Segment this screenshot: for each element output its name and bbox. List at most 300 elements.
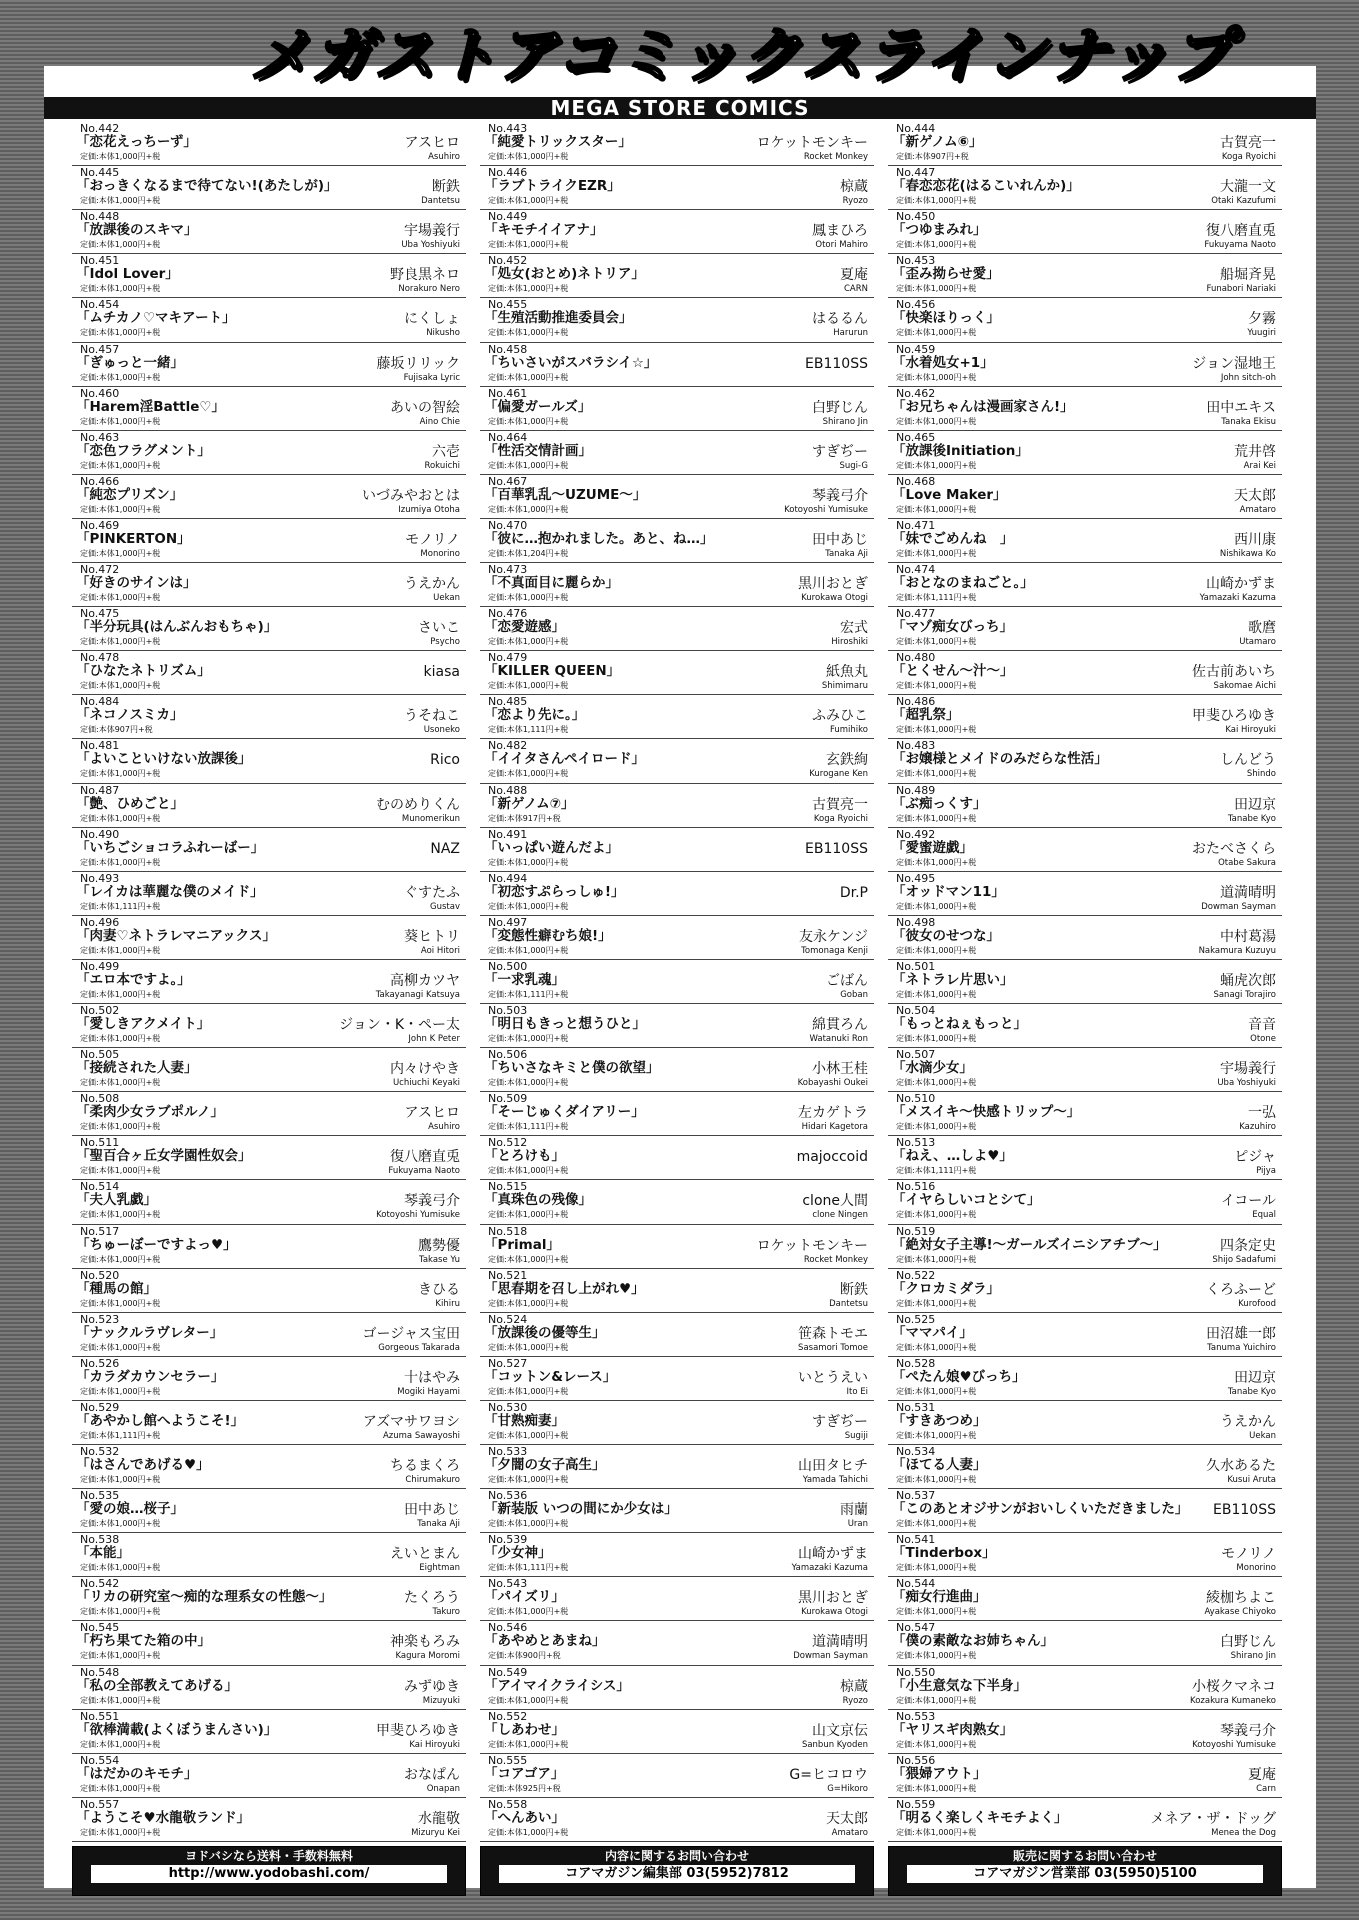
- entry-number: No.447: [896, 166, 936, 180]
- entry-number: No.547: [896, 1621, 936, 1635]
- entry-title: 「はだかのキモチ」: [76, 1765, 198, 1782]
- entry-title: 「オッドマン11」: [892, 883, 1005, 900]
- entry-title: 「愛蜜遊戯」: [892, 839, 973, 856]
- entry-price: 定価:本体1,000円+税: [80, 945, 161, 955]
- entry-author-romaji: Kurokawa Otogi: [801, 1607, 868, 1618]
- entry-number: No.466: [80, 474, 120, 488]
- entry-title: 「いちごショコラふれーばー」: [76, 839, 265, 856]
- entry-number: No.454: [80, 298, 120, 312]
- entry-author-romaji: CARN: [843, 284, 868, 295]
- sales-phone: コアマガジン営業部 03(5950)5100: [907, 1865, 1263, 1883]
- entry-price: 定価:本体1,000円+税: [896, 1430, 977, 1440]
- list-item: [72, 563, 466, 607]
- entry-price: 定価:本体1,000円+税: [896, 1122, 977, 1132]
- entry-title: 「偏愛ガールズ」: [484, 398, 592, 415]
- entry-author: 琴義弓介: [404, 1193, 460, 1210]
- entry-price: 定価:本体1,111円+税: [488, 1122, 569, 1132]
- entry-price: 定価:本体1,000円+税: [80, 1607, 161, 1617]
- list-item: [480, 1004, 874, 1048]
- entry-author: おなぱん: [404, 1766, 460, 1783]
- entry-author-romaji: Amataro: [831, 1827, 868, 1838]
- entry-number: No.529: [80, 1400, 120, 1414]
- list-item: [72, 1798, 466, 1842]
- entry-number: No.493: [80, 871, 120, 885]
- entry-author-romaji: Arai Kei: [1243, 460, 1276, 471]
- entry-author-romaji: Psycho: [430, 637, 460, 648]
- entry-author: 蛹虎次郎: [1220, 972, 1276, 989]
- entry-number: No.528: [896, 1356, 936, 1370]
- entry-title: 「ほてる人妻」: [892, 1457, 987, 1474]
- entry-author: 田中あじ: [812, 531, 868, 548]
- entry-author-romaji: Sakomae Aichi: [1213, 681, 1276, 692]
- list-item: [72, 651, 466, 695]
- entry-price: 定価:本体1,111円+税: [488, 989, 569, 999]
- entry-number: No.492: [896, 827, 936, 841]
- entry-author-romaji: Mogiki Hayami: [397, 1386, 460, 1397]
- entry-author: 西川康: [1234, 531, 1276, 548]
- list-item: [72, 1357, 466, 1401]
- list-item: [888, 1048, 1282, 1092]
- entry-price: 定価:本体1,000円+税: [896, 1210, 977, 1220]
- list-item: [480, 343, 874, 387]
- list-item: [72, 1225, 466, 1269]
- entry-title: 「本能」: [76, 1545, 130, 1562]
- entry-title: 「好きのサインは」: [76, 575, 197, 592]
- list-item: [72, 1489, 466, 1533]
- entry-number: No.552: [488, 1709, 528, 1723]
- entry-price: 定価:本体1,000円+税: [896, 548, 977, 558]
- entry-author: 椋蔵: [840, 1678, 868, 1695]
- entry-number: No.550: [896, 1665, 936, 1679]
- entry-author-romaji: Monorino: [1236, 1563, 1276, 1574]
- entry-price: 定価:本体1,000円+税: [80, 504, 161, 514]
- entry-author-romaji: Goban: [840, 989, 868, 1000]
- entry-number: No.459: [896, 342, 936, 356]
- entry-author-romaji: Uba Yoshiyuki: [1217, 1078, 1276, 1089]
- list-item: [480, 1754, 874, 1798]
- entry-price: 定価:本体1,000円+税: [80, 1739, 161, 1749]
- entry-author-romaji: Usoneko: [423, 725, 460, 736]
- entry-title: 「放課後の優等生」: [484, 1324, 606, 1341]
- list-item: [888, 651, 1282, 695]
- entry-price: 定価:本体1,000円+税: [896, 989, 977, 999]
- entry-author: すぎぢー: [812, 443, 868, 460]
- entry-title: 「猥婦アウト」: [892, 1765, 987, 1782]
- entry-price: 定価:本体1,204円+税: [488, 548, 569, 558]
- entry-author: アスヒロ: [404, 1105, 460, 1122]
- entry-number: No.477: [896, 607, 936, 621]
- entry-author: 山文京伝: [812, 1722, 868, 1739]
- entry-author: ぐすたふ: [404, 884, 460, 901]
- list-item: [72, 1180, 466, 1224]
- list-item: [888, 960, 1282, 1004]
- entry-author-romaji: Tanaka Aji: [825, 548, 868, 559]
- entry-title: 「そーじゅくダイアリー」: [484, 1104, 645, 1121]
- entry-author-romaji: Ayakase Chiyoko: [1204, 1607, 1276, 1618]
- list-item: [888, 210, 1282, 254]
- list-item: [72, 1577, 466, 1621]
- entry-title: 「彼女のせつな」: [892, 927, 1000, 944]
- entry-price: 定価:本体1,000円+税: [896, 901, 977, 911]
- list-item: [888, 1092, 1282, 1136]
- entry-number: No.538: [80, 1533, 120, 1547]
- entry-price: 定価:本体1,000円+税: [896, 1475, 977, 1485]
- entry-price: 定価:本体1,000円+税: [488, 284, 569, 294]
- entry-price: 定価:本体1,000円+税: [80, 681, 161, 691]
- entry-author-romaji: clone Ningen: [812, 1210, 868, 1221]
- entry-number: No.543: [488, 1577, 528, 1591]
- entry-title: 「新ゲノム⑦」: [484, 795, 575, 812]
- entry-price: 定価:本体1,000円+税: [896, 1695, 977, 1705]
- entry-price: 定価:本体925円+税: [488, 1783, 561, 1793]
- entry-number: No.516: [896, 1180, 936, 1194]
- footer-yodobashi: [72, 1846, 466, 1896]
- entry-price: 定価:本体1,000円+税: [488, 681, 569, 691]
- comics-list: [72, 122, 1282, 1842]
- list-item: [480, 1666, 874, 1710]
- entry-title: 「あやめとあまね」: [484, 1633, 606, 1650]
- entry-title: 「肉妻♡ネトラレマニアックス」: [76, 927, 277, 944]
- entry-author: 琴義弓介: [1220, 1722, 1276, 1739]
- list-item: [480, 563, 874, 607]
- list-item: [480, 960, 874, 1004]
- entry-price: 定価:本体1,000円+税: [896, 681, 977, 691]
- entry-number: No.495: [896, 871, 936, 885]
- entry-author-romaji: Kazuhiro: [1239, 1122, 1276, 1133]
- entry-price: 定価:本体1,000円+税: [488, 1695, 569, 1705]
- entry-author-romaji: Utamaro: [1239, 637, 1276, 648]
- entry-price: 定価:本体1,000円+税: [896, 1651, 977, 1661]
- entry-price: 定価:本体1,000円+税: [80, 1078, 161, 1088]
- list-item: [480, 1710, 874, 1754]
- entry-price: 定価:本体1,000円+税: [488, 1827, 569, 1837]
- entry-price: 定価:本体1,111円+税: [80, 901, 161, 911]
- entry-title: 「処女(おとめ)ネトリア」: [484, 266, 645, 283]
- entry-author: EB110SS: [805, 840, 868, 857]
- entry-price: 定価:本体900円+税: [488, 1651, 561, 1661]
- entry-author: 野良黒ネロ: [390, 267, 460, 284]
- entry-number: No.467: [488, 474, 528, 488]
- entry-number: No.508: [80, 1092, 120, 1106]
- entry-title: 「快楽ほりっく」: [892, 310, 1000, 327]
- entry-price: 定価:本体907円+税: [80, 725, 153, 735]
- entry-title: 「ぺたん娘♥びっち」: [892, 1368, 1026, 1385]
- list-item: [888, 1489, 1282, 1533]
- entry-author: しんどう: [1220, 752, 1276, 769]
- entry-author: 宏式: [840, 620, 868, 637]
- entry-number: No.546: [488, 1621, 528, 1635]
- entry-title: 「ちいさいがスバラシイ☆」: [484, 354, 658, 371]
- entry-number: No.515: [488, 1180, 528, 1194]
- entry-number: No.524: [488, 1312, 528, 1326]
- list-item: [888, 1225, 1282, 1269]
- entry-author-romaji: Fukuyama Naoto: [388, 1166, 460, 1177]
- entry-title: 「しあわせ」: [484, 1721, 565, 1738]
- entry-price: 定価:本体917円+税: [488, 813, 561, 823]
- entry-author-romaji: Uba Yoshiyuki: [401, 240, 460, 251]
- entry-number: No.479: [488, 651, 528, 665]
- list-item: [888, 298, 1282, 342]
- entry-author-romaji: Funabori Nariaki: [1206, 284, 1276, 295]
- entry-title: 「コアゴア」: [484, 1765, 565, 1782]
- entry-author: 六壱: [432, 443, 460, 460]
- entry-author-romaji: Yamazaki Kazuma: [791, 1563, 868, 1574]
- entry-author-romaji: Azuma Sawayoshi: [382, 1430, 460, 1441]
- entry-author-romaji: Takase Yu: [419, 1254, 460, 1265]
- list-item: [480, 1401, 874, 1445]
- entry-title: 「愛しきアクメイト」: [76, 1016, 211, 1033]
- entry-author: メネア・ザ・ドッグ: [1150, 1810, 1276, 1827]
- entry-price: 定価:本体1,111円+税: [488, 725, 569, 735]
- entry-author: 綿貫ろん: [812, 1017, 868, 1034]
- entry-price: 定価:本体1,000円+税: [80, 857, 161, 867]
- entry-title: 「僕の素敵なお姉ちゃん」: [892, 1633, 1054, 1650]
- entry-title: 「とくせん～汁～」: [892, 663, 1014, 680]
- entry-author-romaji: Munomerikun: [401, 813, 460, 824]
- entry-number: No.533: [488, 1445, 528, 1459]
- entry-number: No.491: [488, 827, 528, 841]
- entry-author-romaji: Kurogane Ken: [809, 769, 868, 780]
- entry-title: 「百華乳乱～UZUME～」: [484, 486, 647, 503]
- entry-author: 宇場義行: [404, 223, 460, 240]
- entry-number: No.510: [896, 1092, 936, 1106]
- yodobashi-link[interactable]: http://www.yodobashi.com/: [91, 1865, 447, 1883]
- entry-number: No.503: [488, 1004, 528, 1018]
- entry-author-romaji: Kai Hiroyuki: [409, 1739, 460, 1750]
- list-item: [480, 1577, 874, 1621]
- entry-author-romaji: Hiroshiki: [831, 637, 868, 648]
- entry-number: No.463: [80, 430, 120, 444]
- entry-author-romaji: Otabe Sakura: [1218, 857, 1276, 868]
- entry-title: 「ぎゅっと一緒」: [76, 354, 184, 371]
- list-item: [888, 431, 1282, 475]
- entry-price: 定価:本体1,000円+税: [80, 1254, 161, 1264]
- subtitle-banner: MEGA STORE COMICS: [44, 97, 1316, 119]
- entry-author-romaji: Amataro: [1239, 504, 1276, 515]
- entry-title: 「PINKERTON」: [76, 530, 191, 547]
- entry-title: 「すきあつめ」: [892, 1412, 987, 1429]
- entry-title: 「お兄ちゃんは漫画家さん!」: [892, 398, 1074, 415]
- entry-author-romaji: Carn: [1256, 1783, 1276, 1794]
- entry-author-romaji: Izumiya Otoha: [398, 504, 460, 515]
- entry-author: 小林王桂: [812, 1061, 868, 1078]
- entry-number: No.549: [488, 1665, 528, 1679]
- list-item: [480, 122, 874, 166]
- entry-price: 定価:本体1,000円+税: [80, 1210, 161, 1220]
- entry-author: アズマサワヨシ: [362, 1413, 460, 1430]
- entry-author: 四条定史: [1220, 1237, 1276, 1254]
- entry-title: 「不真面目に麗らか」: [484, 575, 619, 592]
- entry-title: 「ムチカノ♡マキアート」: [76, 310, 236, 327]
- list-item: [72, 784, 466, 828]
- entry-author: 藤坂リリック: [376, 355, 460, 372]
- entry-price: 定価:本体1,000円+税: [896, 1254, 977, 1264]
- entry-author-romaji: Uekan: [1249, 1430, 1276, 1441]
- entry-author: kiasa: [423, 664, 460, 681]
- entry-number: No.531: [896, 1400, 936, 1414]
- entry-author-romaji: Kurokawa Otogi: [801, 593, 868, 604]
- entry-author-romaji: Shimimaru: [821, 681, 868, 692]
- list-item: [888, 1577, 1282, 1621]
- entry-price: 定価:本体1,000円+税: [488, 1519, 569, 1529]
- entry-author-romaji: Otori Mahiro: [815, 240, 868, 251]
- entry-price: 定価:本体1,000円+税: [488, 1430, 569, 1440]
- entry-number: No.521: [488, 1268, 528, 1282]
- entry-author: 琴義弓介: [812, 487, 868, 504]
- list-item: [72, 607, 466, 651]
- entry-price: 定価:本体1,000円+税: [488, 857, 569, 867]
- list-item: [72, 695, 466, 739]
- entry-title: 「ママパイ」: [892, 1324, 973, 1341]
- list-item: [888, 1445, 1282, 1489]
- list-item: [888, 828, 1282, 872]
- entry-number: No.464: [488, 430, 528, 444]
- entry-author-romaji: John K Peter: [408, 1034, 460, 1045]
- entry-title: 「歪み拗らせ愛」: [892, 266, 1000, 283]
- entry-price: 定価:本体1,000円+税: [896, 1078, 977, 1088]
- entry-title: 「彼に…抱かれました。あと、ね…」: [484, 530, 714, 547]
- list-item: [480, 1533, 874, 1577]
- entry-number: No.525: [896, 1312, 936, 1326]
- entry-author: ふみひこ: [812, 708, 868, 725]
- entry-title: 「へんあい」: [484, 1809, 565, 1826]
- list-item: [72, 1004, 466, 1048]
- entry-author: Rico: [430, 752, 460, 769]
- list-item: [480, 1225, 874, 1269]
- entry-title: 「少女神」: [484, 1545, 552, 1562]
- entry-number: No.453: [896, 254, 936, 268]
- list-item: [72, 1092, 466, 1136]
- entry-author: みずゆき: [404, 1678, 460, 1695]
- entry-author-romaji: Otaki Kazufumi: [1211, 196, 1276, 207]
- entry-title: 「Primal」: [484, 1236, 560, 1253]
- entry-author-romaji: Dowman Sayman: [1201, 901, 1276, 912]
- entry-title: 「柔肉少女ラブポルノ」: [76, 1104, 224, 1121]
- entry-number: No.523: [80, 1312, 120, 1326]
- list-item: [888, 1180, 1282, 1224]
- list-item: [888, 1798, 1282, 1842]
- entry-price: 定価:本体1,000円+税: [488, 152, 569, 161]
- entry-title: 「イイタさんペイロード」: [484, 751, 646, 768]
- entry-number: No.544: [896, 1577, 936, 1591]
- entry-title: 「イヤらしいコとシて」: [892, 1192, 1041, 1209]
- entry-title: 「レイカは華麗な僕のメイド」: [76, 883, 264, 900]
- entry-number: No.504: [896, 1004, 936, 1018]
- entry-title: 「夕闇の女子高生」: [484, 1457, 606, 1474]
- entry-number: No.513: [896, 1136, 936, 1150]
- entry-author: 佐古前あいち: [1192, 664, 1276, 681]
- entry-author: いとうえい: [798, 1369, 868, 1386]
- entry-author: 内々けやき: [390, 1061, 460, 1078]
- entry-author: うえかん: [1220, 1413, 1276, 1430]
- entry-number: No.551: [80, 1709, 120, 1723]
- list-item: [888, 1666, 1282, 1710]
- entry-price: 定価:本体1,000円+税: [896, 240, 977, 250]
- entry-author: ごばん: [826, 972, 868, 989]
- entry-title: 「いっぱい遊んだよ」: [484, 839, 619, 856]
- entry-number: No.554: [80, 1753, 120, 1767]
- entry-author-romaji: Tanuma Yuichiro: [1207, 1342, 1276, 1353]
- entry-author-romaji: Fujisaka Lyric: [403, 372, 460, 383]
- entry-price: 定価:本体1,000円+税: [896, 1739, 977, 1749]
- entry-author-romaji: Aoi Hitori: [420, 945, 460, 956]
- list-item: [480, 739, 874, 783]
- entry-price: 定価:本体1,000円+税: [488, 240, 569, 250]
- entry-author-romaji: Asuhiro: [428, 152, 460, 162]
- list-item: [72, 431, 466, 475]
- entry-author: 黒川おとぎ: [798, 1590, 868, 1607]
- list-item: [72, 1710, 466, 1754]
- entry-price: 定価:本体1,000円+税: [488, 901, 569, 911]
- entry-title: 「あやかし館へようこそ!」: [76, 1412, 245, 1429]
- entry-author: モノリノ: [1221, 1546, 1276, 1563]
- entry-title: 「Harem淫Battle♡」: [76, 398, 225, 415]
- list-item: [480, 166, 874, 210]
- entry-author-romaji: Mizuyuki: [422, 1695, 460, 1706]
- entry-title: 「接続された人妻」: [76, 1060, 198, 1077]
- entry-author-romaji: Onapan: [426, 1783, 460, 1794]
- entry-author-romaji: Ryozo: [842, 1695, 868, 1706]
- entry-price: 定価:本体1,000円+税: [488, 372, 569, 382]
- list-item: [888, 916, 1282, 960]
- entry-author-romaji: Koga Ryoichi: [1221, 152, 1276, 162]
- entry-title: 「明日もきっと想うひと」: [484, 1016, 646, 1033]
- list-item: [480, 519, 874, 563]
- entry-price: 定価:本体1,000円+税: [896, 857, 977, 867]
- entry-author: ジョン・K・ペー太: [339, 1017, 460, 1034]
- entry-title: 「ねえ、…しよ♥」: [892, 1148, 1013, 1165]
- entry-number: No.468: [896, 474, 936, 488]
- entry-number: No.512: [488, 1136, 528, 1150]
- entry-number: No.458: [488, 342, 528, 356]
- list-item: [72, 916, 466, 960]
- entry-title: 「半分玩具(はんぶんおもちゃ)」: [76, 619, 278, 636]
- entry-author: すぎぢー: [812, 1413, 868, 1430]
- list-item: [888, 1710, 1282, 1754]
- entry-price: 定価:本体1,000円+税: [488, 593, 569, 603]
- entry-author-romaji: Mizuryu Kei: [411, 1827, 460, 1838]
- entry-price: 定価:本体1,000円+税: [896, 504, 977, 514]
- entry-author-romaji: Dowman Sayman: [793, 1651, 868, 1662]
- list-item: [72, 1269, 466, 1313]
- list-item: [72, 254, 466, 298]
- entry-title: 「よいこといけない放課後」: [76, 751, 252, 768]
- entry-number: No.472: [80, 563, 120, 577]
- entry-author: 音音: [1248, 1017, 1276, 1034]
- entry-author: 船堀斉晃: [1220, 267, 1276, 284]
- entry-author: 綾枷ちよこ: [1206, 1590, 1276, 1607]
- entry-author-romaji: Kobayashi Oukei: [797, 1078, 868, 1089]
- entry-price: 定価:本体1,000円+税: [80, 1122, 161, 1132]
- entry-author: 鷹勢優: [418, 1237, 460, 1254]
- list-item: [480, 1357, 874, 1401]
- entry-price: 定価:本体1,000円+税: [80, 1342, 161, 1352]
- entry-author: 甲斐ひろゆき: [376, 1722, 460, 1739]
- entry-price: 定価:本体1,000円+税: [896, 372, 977, 382]
- entry-number: No.537: [896, 1489, 936, 1503]
- entry-number: No.501: [896, 959, 936, 973]
- entry-author-romaji: Dantetsu: [829, 1298, 868, 1309]
- list-item: [480, 431, 874, 475]
- entry-price: 定価:本体1,000円+税: [488, 1210, 569, 1220]
- list-item: [72, 387, 466, 431]
- entry-price: 定価:本体1,000円+税: [896, 1519, 977, 1529]
- entry-author-romaji: Nishikawa Ko: [1219, 548, 1276, 559]
- footer-heading: 販売に関するお問い合わせ: [1012, 1849, 1157, 1863]
- entry-author: きひる: [418, 1281, 460, 1298]
- entry-author-romaji: Tanabe Kyo: [1227, 813, 1276, 824]
- entry-number: No.449: [488, 210, 528, 224]
